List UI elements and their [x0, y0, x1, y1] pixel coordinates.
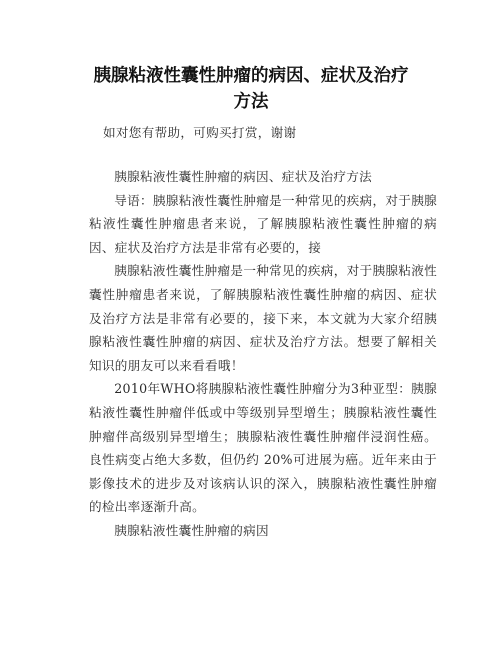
section-heading-causes: 胰腺粘液性囊性肿瘤的病因 — [114, 522, 269, 538]
document-title-line-2: 方法 — [233, 92, 269, 112]
paragraph-intro: 导语：胰腺粘液性囊性肿瘤是一种常见的疾病，对于胰腺粘液性囊性肿瘤患者来说，了解胰腺粘液性囊性肿瘤的病因、症状及治疗方法是非常有必要的，接 — [89, 192, 437, 255]
paragraph-overview: 胰腺粘液性囊性肿瘤是一种常见的疾病，对于胰腺粘液性囊性肿瘤患者来说，了解胰腺粘液性囊性肿瘤的病因、症状及治疗方法是非常有必要的，接下来，本文就为大家介绍胰腺粘液性囊性肿瘤的病因、症状及治疗方法。想要了解相关知识的朋友可以来看看哦！ — [89, 263, 437, 373]
paragraph-who-classification: 2010年WHO将胰腺粘液性囊性肿瘤分为3种亚型：胰腺粘液性囊性肿瘤伴低或中等级别异型增生；胰腺粘液性囊性肿瘤伴高级别异型增生；胰腺粘液性囊性肿瘤伴浸润性癌。良性病变占绝大多数，但仍约 20%可进展为癌。近年来由于影像技术的进步及对该病认识的深入，胰腺粘液性囊性肿瘤的检出率逐渐升高。 — [89, 381, 437, 515]
document-title-line-1: 胰腺粘液性囊性肿瘤的病因、症状及治疗 — [93, 66, 409, 86]
document-body — [89, 165, 437, 543]
tip-note: 如对您有帮助，可购买打赏，谢谢 — [103, 125, 297, 140]
subtitle: 胰腺粘液性囊性肿瘤的病因、症状及治疗方法 — [114, 169, 373, 184]
